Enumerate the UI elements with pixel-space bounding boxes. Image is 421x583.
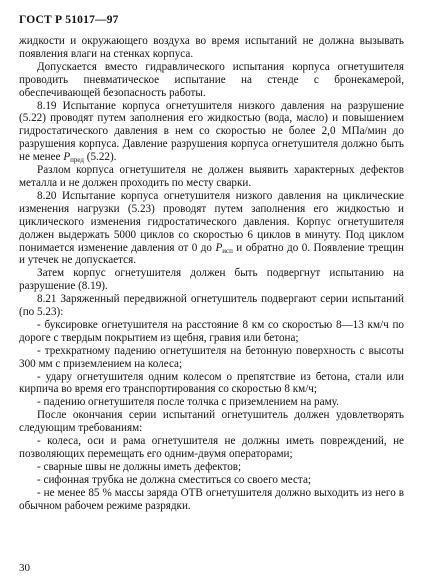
symbol-subscript: пред xyxy=(70,156,84,165)
paragraph xyxy=(19,100,404,165)
list-item: - падению огнетушителя после толчка с приземлением на раму. xyxy=(37,396,339,409)
body-text xyxy=(19,35,404,513)
list-item: - трехкратному падению огнетушителя на бетонную поверхность с высоты 300 мм с приземлением на колеса; xyxy=(19,344,404,370)
paragraph: жидкости и окружающего воздуха во время испытаний не должна вызывать появления влаги на стенках корпуса. xyxy=(19,35,404,60)
paragraph: Допускается вместо гидравлического испытания корпуса огнетушителя проводить пневматическое испытание на стенде с бронекамерой, обеспечивающей безопасность работы. xyxy=(19,60,404,99)
list-item: - не менее 85 % массы заряда ОТВ огнетушителя должно выходить из него в обычном рабочем режиме разрядки. xyxy=(19,486,404,512)
paragraph: Разлом корпуса огнетушителя не должен выявить характерных дефектов металла и не должен проходить по месту сварки. xyxy=(19,164,404,189)
paragraph-tail: (5.22). xyxy=(83,151,117,164)
paragraph xyxy=(19,190,404,267)
list-item: - колеса, оси и рама огнетушителя не должны иметь повреждений, не позволяющих перемещать его одним-двумя операторами; xyxy=(19,435,404,460)
paragraph: Затем корпус огнетушителя должен быть подвергнут испытанию на разрушение (8.19). xyxy=(19,267,404,293)
page-number: 30 xyxy=(19,562,30,574)
paragraph: 8.21 Заряженный передвижной огнетушитель подвергают серии испытаний (по 5.23): xyxy=(19,293,404,319)
symbol-p: P xyxy=(63,151,71,164)
list-item: - сифонная трубка не должна сместиться со своего места; xyxy=(37,473,311,486)
list-item: - сварные швы не должны иметь дефектов; xyxy=(37,460,242,473)
list-item: - буксировке огнетушителя на расстояние 8 км со скоростью 8—13 км/ч по дороге с твердым покрытием из щебня, гравия или бетона; xyxy=(19,318,404,344)
paragraph-text: 8.19 Испытание корпуса огнетушителя низкого давления на разрушение (5.22) проводят путем заполнения его жидкостью (вода, масло) и повышением гидростатического давления в нем со скоростью не более 2,0 МПа/мин до разрушения корпуса. Давление разрушения корпуса огнетушителя должно быть не менее xyxy=(19,99,404,164)
page-header: ГОСТ Р 51017—97 xyxy=(19,14,119,26)
paragraph-tail: и обратно до 0. Появление трещин и утечек не допускается. xyxy=(19,241,404,267)
list-item: - удару огнетушителя одним колесом о препятствие из бетона, стали или кирпича во время его транспортирования со скоростью 8 км/ч; xyxy=(19,370,404,396)
symbol-p: P xyxy=(215,241,223,254)
paragraph-text: 8.20 Испытание корпуса огнетушителя низкого давления на циклические изменения нагрузки (5.23) проводят путем заполнения его жидкостью и циклического изменения гидростатического давления. Корпус огнетушителя должен выдержать 5000 циклов со скоростью 6 циклов в минуту. Под циклом понимается изменение давления от 0 до xyxy=(19,189,404,254)
paragraph: После окончания серии испытаний огнетушитель должен удовлетворять следующим требованиям: xyxy=(19,409,404,435)
symbol-subscript: исп xyxy=(222,246,233,255)
